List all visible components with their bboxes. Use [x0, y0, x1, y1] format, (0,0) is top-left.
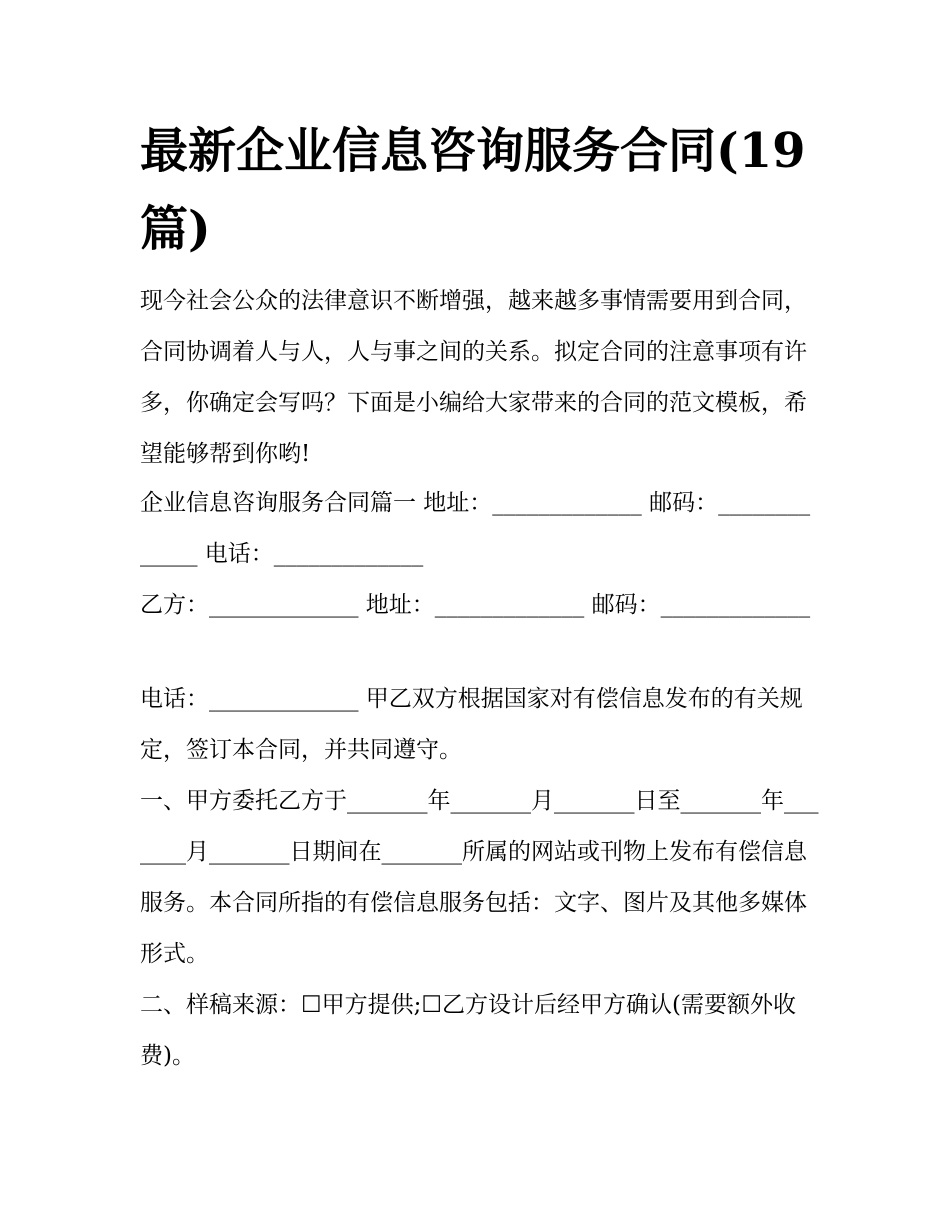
intro-paragraph: 现今社会公众的法律意识不断增强，越来越多事情需要用到合同，合同协调着人与人，人与事之间的关系。拟定合同的注意事项有许多，你确定会写吗？下面是小编给大家带来的合同的范文模板，希望能够帮到你哟! — [140, 288, 807, 467]
agreement-paragraph: 电话：_____________ 甲乙双方根据国家对有偿信息发布的有关规定，签订本合同，并共同遵守。 — [140, 686, 803, 763]
clause-one-paragraph: 一、甲方委托乙方于_______年_______月_______日至_______年_______月_______日期间在_______所属的网站或刊物上发布有偿信息服务。本合同所指的有偿信息服务包括：文字、图片及其他多媒体形式。 — [140, 788, 819, 967]
party-a-contact-paragraph: 企业信息咨询服务合同篇一 地址：_____________ 邮码：_____________ 电话：_____________ — [140, 490, 811, 567]
clause-two-paragraph: 二、样稿来源：☐甲方提供;☐乙方设计后经甲方确认(需要额外收费)。 — [140, 992, 796, 1069]
party-b-contact-paragraph: 乙方：_____________ 地址：_____________ 邮码：_____________ — [140, 592, 811, 618]
document-title: 最新企业信息咨询服务合同(19篇) — [140, 123, 806, 257]
